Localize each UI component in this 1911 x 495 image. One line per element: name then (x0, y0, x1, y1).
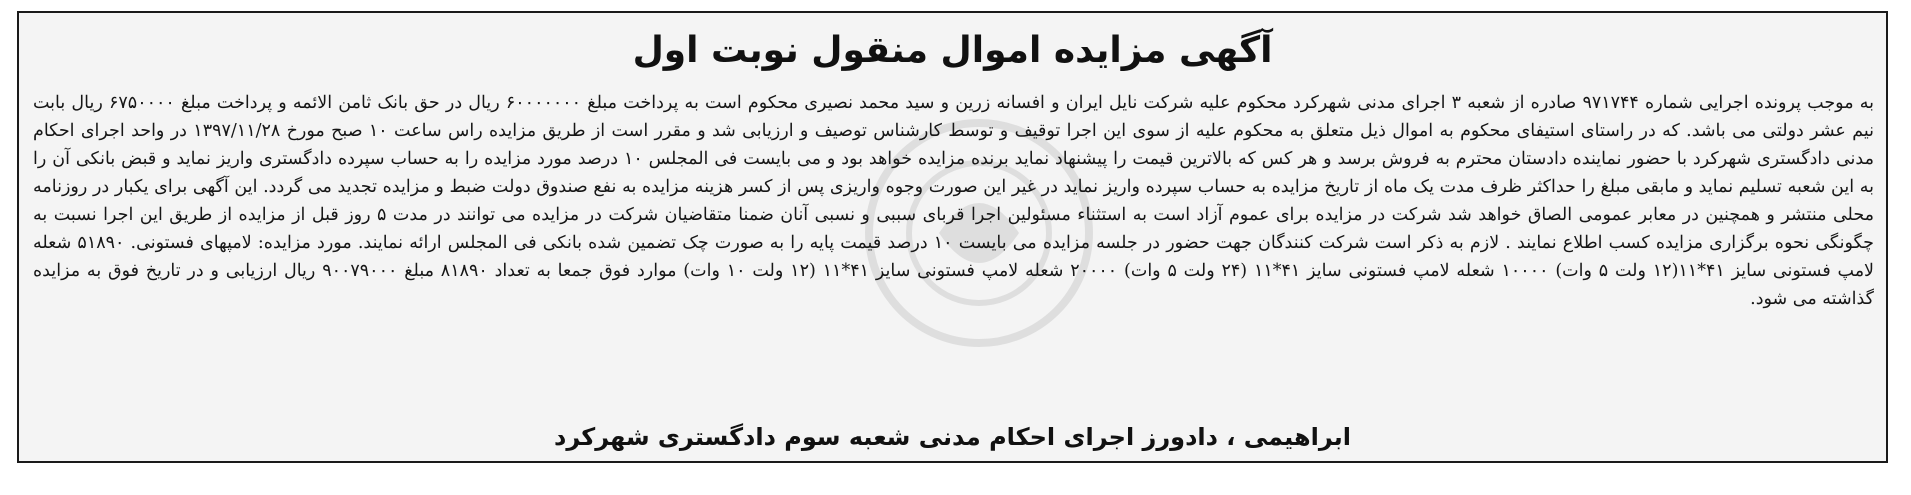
notice-signature: ابراهیمی ، دادورز اجرای احکام مدنی شعبه سوم دادگستری شهرکرد (554, 423, 1351, 451)
notice-frame (17, 11, 1888, 463)
notice-title: آگهی مزایده اموال منقول نوبت اول (632, 30, 1273, 71)
notice-body: به موجب پرونده اجرایی شماره ۹۷۱۷۴۴ صادره از شعبه ۳ اجرای مدنی شهرکرد محکوم علیه شرکت نایل ایران و افسانه زرین و سید محمد نصیری محکوم است به پرداخت مبلغ ۶۰۰۰۰۰۰۰ ریال در حق بانک ثامن الائمه و پرداخت مبلغ ۶۷۵۰۰۰۰ ریال بابت نیم عشر دولتی می باشد. که در راستای استیفای محکوم به اموال ذیل متعلق به محکوم علیه از سوی این اجرا توقیف و توسط کارشناس توصیف و ارزیابی شد و مقرر است از طریق مزایده راس ساعت ۱۰ صبح مورخ ۱۳۹۷/۱۱/۲۸ در واحد اجرای احکام مدنی دادگستری شهرکرد با حضور نماینده دادستان محترم به فروش برسد و هر کس که بالاترین قیمت را پیشنهاد نماید برنده مزایده خواهد بود و می بایست فی المجلس ۱۰ درصد مورد مزایده را به حساب سپرده دادگستری واریز نماید و قبض بانکی آن را به این شعبه تسلیم نماید و مابقی مبلغ را حداکثر ظرف مدت یک ماه از تاریخ مزایده به حساب سپرده واریز نماید در غیر این صورت وجوه واریزی پس از کسر هزینه مزایده به نفع صندوق دولت ضبط و مزایده تجدید می گردد. این آگهی برای یکبار در روزنامه محلی منتشر و همچنین در معابر عمومی الصاق خواهد شد شرکت در مزایده برای عموم آزاد است به استثناء مسئولین اجرا قربای سببی و نسبی آنان ضمنا متقاضیان شرکت در مزایده می توانند در مدت ۵ روز قبل از مزایده از طریق این اجرا نسبت به چگونگی نحوه برگزاری مزایده کسب اطلاع نمایند . لازم به ذکر است شرکت کنندگان جهت حضور در جلسه مزایده می بایست ۱۰ درصد قیمت پایه را به صورت چک تضمین شده بانکی فی المجلس ارائه نمایند. مورد مزایده: لامپهای فستونی. ۵۱۸۹۰ شعله لامپ فستونی سایز ۴۱*۱۱(۱۲ ولت ۵ وات) ۱۰۰۰۰ شعله لامپ فستونی سایز ۴۱*۱۱ (۲۴ ولت ۵ وات) ۲۰۰۰۰ شعله لامپ فستونی سایز ۴۱*۱۱ (۱۲ ولت ۱۰ وات) موارد فوق جمعا به تعداد ۸۱۸۹۰ مبلغ ۹۰۰۷۹۰۰۰ ریال ارزیابی و در تاریخ فوق به مزایده گذاشته می شود. (33, 93, 1875, 309)
